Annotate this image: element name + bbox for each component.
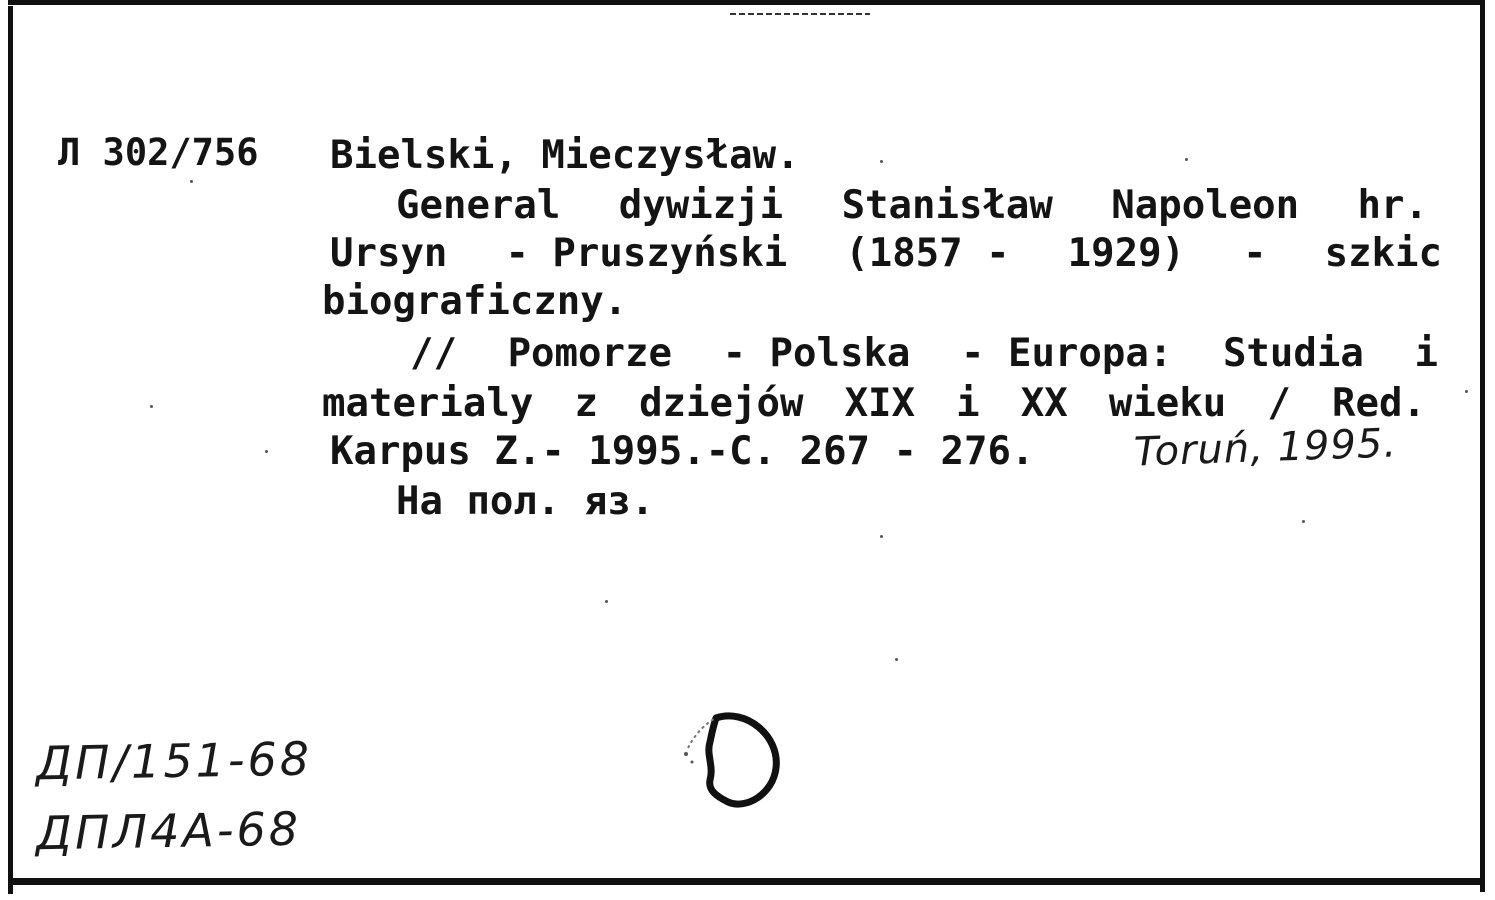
speck — [1185, 158, 1188, 161]
source-line-1: // Pomorze - Polska - Europa: Studia i — [410, 331, 1438, 376]
language-note: На пол. яз. — [396, 479, 655, 524]
handwritten-place-year: Toruń, 1995. — [1133, 420, 1398, 476]
speck — [880, 160, 883, 163]
card-border-bottom — [8, 878, 1485, 885]
speck — [1302, 520, 1305, 523]
author-heading: Bielski, Mieczysław. — [330, 133, 800, 178]
card-border-left — [8, 6, 13, 894]
speck — [265, 450, 268, 453]
speck — [190, 180, 193, 183]
title-line-2: Ursyn - Pruszyński (1857 - 1929) - szkic — [330, 231, 1442, 276]
speck — [150, 405, 153, 408]
card-border-right — [1480, 4, 1485, 892]
speck — [895, 658, 898, 661]
handwritten-code-1: ДП/151-68 — [35, 731, 313, 791]
title-line-1: General dywizji Stanisław Napoleon hr. — [396, 183, 1428, 228]
speck — [880, 535, 883, 538]
top-dashed-mark — [730, 13, 870, 15]
handwritten-code-2: ДПЛ4А-68 — [35, 801, 302, 861]
speck — [605, 600, 608, 603]
stamp-mark-icon — [676, 706, 788, 814]
call-number: Л 302/756 — [58, 131, 259, 174]
source-line-3: Karpus Z.- 1995.-C. 267 - 276. — [330, 429, 1035, 474]
title-line-3: biograficzny. — [322, 279, 628, 324]
card-border-top — [8, 0, 1485, 5]
speck — [1465, 390, 1468, 393]
source-line-2: materialy z dziejów XIX i XX wieku / Red. — [322, 381, 1426, 426]
